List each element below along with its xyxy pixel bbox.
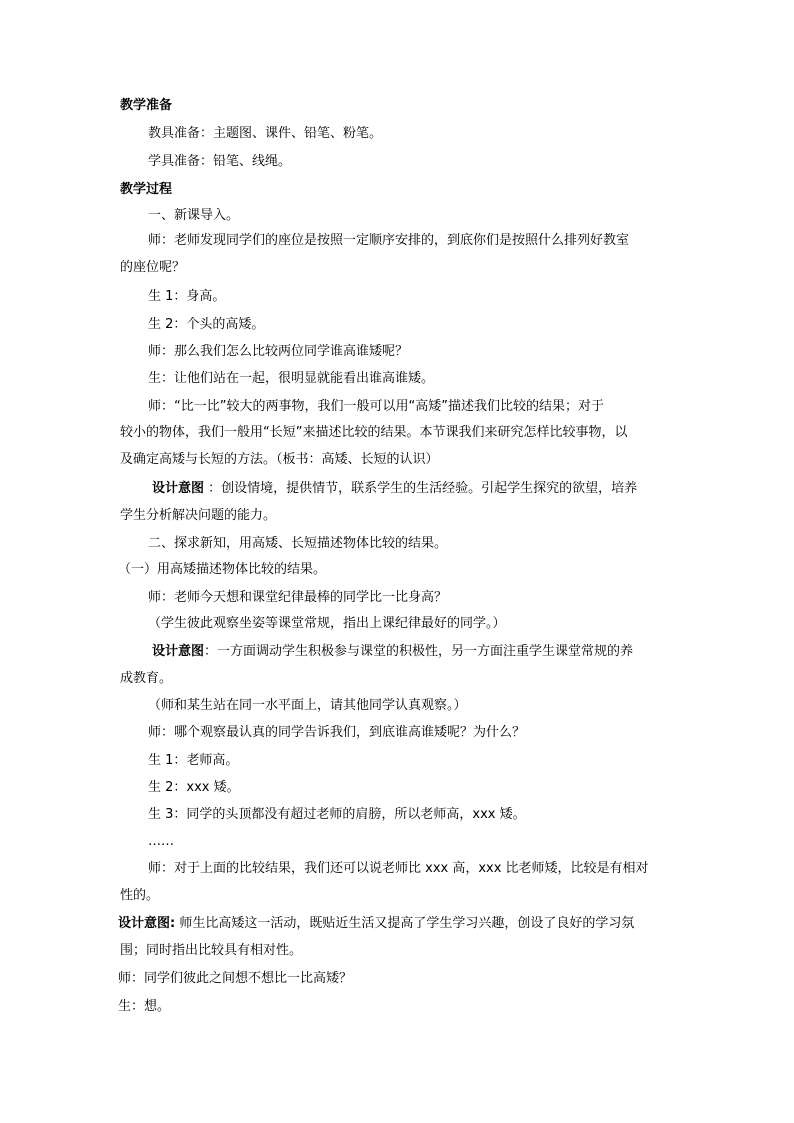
design-intent [118, 915, 634, 933]
teacher-line: 师：那么我们怎么比较两位同学谁高谁矮呢？ [148, 344, 409, 359]
design-intent-label: 设计意图: [118, 916, 176, 931]
part2-heading: 二、探求新知，用高矮、长短描述物体比较的结果。 [148, 536, 448, 551]
design-intent-cont: 成教育。 [120, 671, 173, 686]
teacher-line: 师：对于上面的比较结果，我们还可以说老师比 xxx 高，xxx 比老师矮，比较是有相对 [148, 861, 649, 876]
teaching-tools: 教具准备：主题图、课件、铅笔、粉笔。 [148, 126, 383, 141]
design-intent-cont: 围；同时指出比较具有相对性。 [120, 943, 303, 958]
ellipsis: …… [148, 834, 174, 849]
student-line: 生 2：个头的高矮。 [148, 317, 265, 332]
design-intent-label: 设计意图 [152, 481, 205, 496]
teacher-line: 师：同学们彼此之间想不想比一比高矮？ [118, 971, 353, 986]
teacher-line-cont: 性的。 [120, 888, 160, 903]
process-heading: 教学过程 [120, 182, 173, 197]
student-line: 生 1：身高。 [148, 289, 226, 304]
subsection-heading: （一）用高矮描述物体比较的结果。 [118, 562, 327, 577]
design-intent [152, 643, 633, 661]
design-intent-cont: 学生分析解决问题的能力。 [120, 508, 277, 523]
note-line: （师和某生站在同一水平面上，请其他同学认真观察。） [148, 698, 467, 713]
teacher-line: 师：老师发现同学们的座位是按照一定顺序安排的，到底你们是按照什么排列好教室 [148, 233, 630, 248]
design-intent-label: 设计意图 [152, 644, 205, 659]
student-tools: 学具准备：铅笔、线绳。 [148, 154, 292, 169]
teacher-line-cont: 的座位呢？ [120, 260, 186, 275]
part1-heading: 一、新课导入。 [148, 208, 240, 223]
design-intent-text: 师生比高矮这一活动，既贴近生活又提高了学生学习兴趣，创设了良好的学习氛 [175, 916, 635, 931]
teacher-line: 师：哪个观察最认真的同学告诉我们，到底谁高谁矮呢？为什么？ [148, 725, 526, 740]
note-line: （学生彼此观察坐姿等课堂常规，指出上课纪律最好的同学。） [148, 616, 506, 631]
teacher-line-cont: 较小的物体，我们一般用“长短”来描述比较的结果。本节课我们来研究怎样比较事物，以 [120, 425, 628, 440]
student-line: 生：让他们站在一起，很明显就能看出谁高谁矮。 [148, 371, 435, 386]
design-intent-text: ：一方面调动学生积极参与课堂的积极性，另一方面注重学生课堂常规的养 [204, 644, 634, 659]
student-line: 生：想。 [118, 999, 171, 1014]
student-line: 生 2：xxx 矮。 [148, 780, 240, 795]
teacher-line: 师：“比一比”较大的两事物，我们一般可以用“高矮”描述我们比较的结果；对于 [148, 399, 604, 414]
student-line: 生 1：老师高。 [148, 753, 239, 768]
design-intent-text: ：创设情境，提供情节，联系学生的生活经验。引起学生探究的欲望，培养 [204, 481, 638, 496]
student-line: 生 3：同学的头顶都没有超过老师的肩膀，所以老师高，xxx 矮。 [148, 807, 526, 822]
teacher-line-cont: 及确定高矮与长短的方法。（板书：高矮、长短的认识） [120, 452, 439, 467]
design-intent [152, 480, 637, 498]
prep-heading: 教学准备 [120, 98, 173, 113]
teacher-line: 师：老师今天想和课堂纪律最棒的同学比一比身高？ [148, 590, 448, 605]
